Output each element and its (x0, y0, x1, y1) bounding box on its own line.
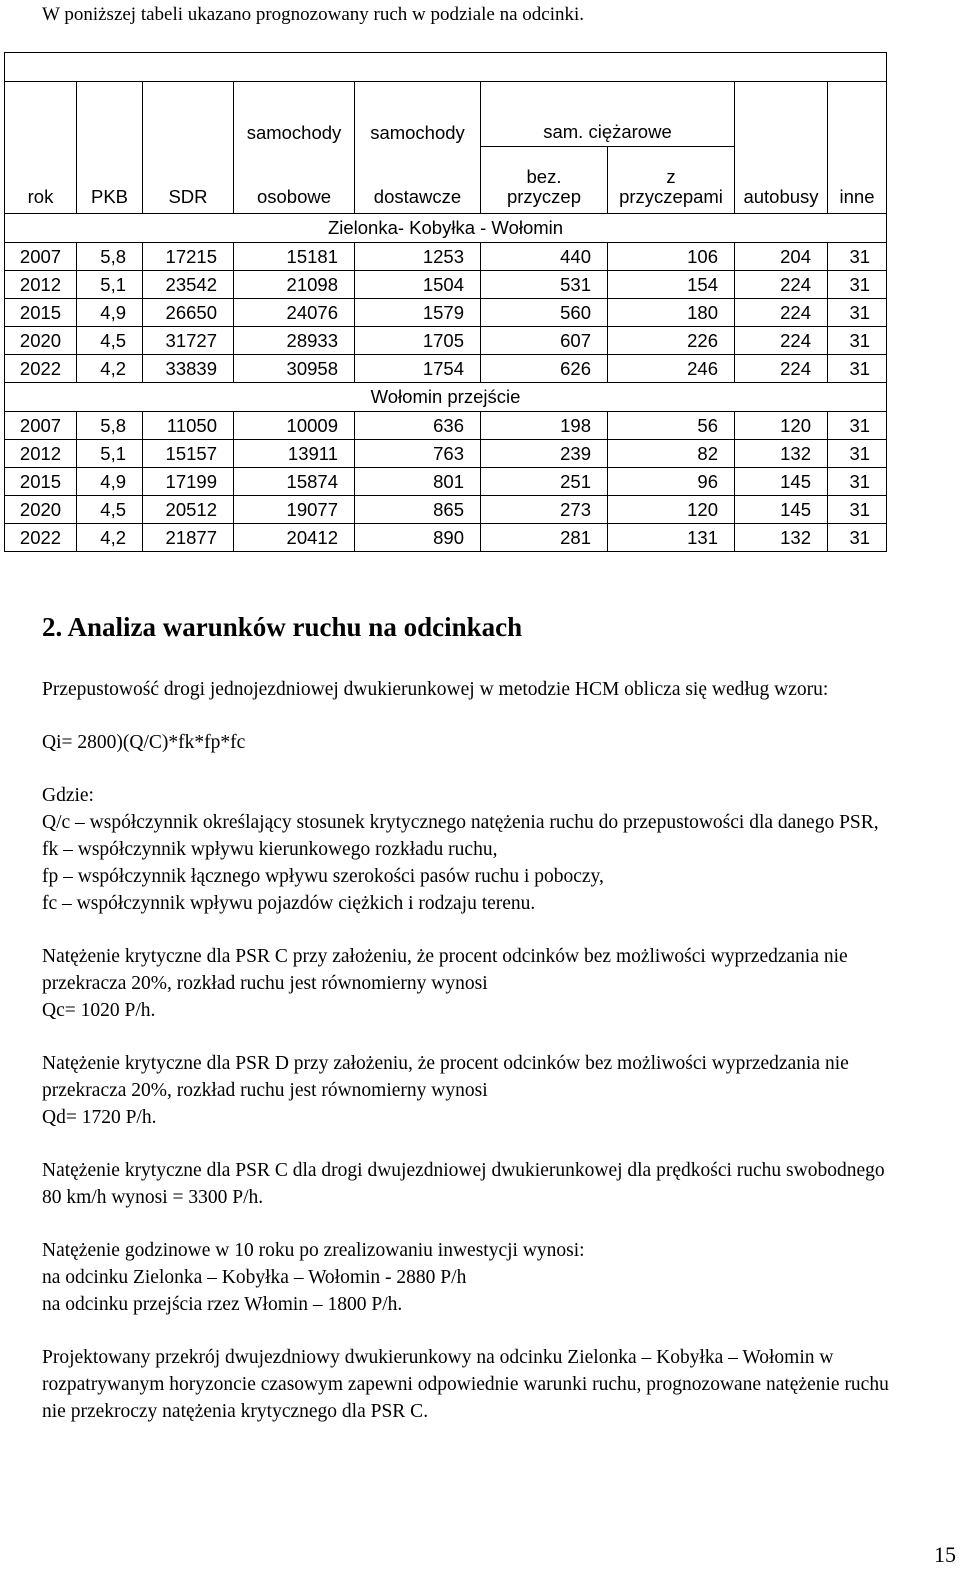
table-cell: 21877 (143, 524, 234, 552)
table-cell: 226 (608, 327, 735, 355)
header-autobusy: autobusy (735, 82, 828, 214)
definition-qc: Q/c – współczynnik określający stosunek krytycznego natężenia ruchu do przepustowości dla danego PSR, (42, 812, 879, 833)
paragraph-hourly-zielonka: na odcinku Zielonka – Kobyłka – Wołomin - 2880 P/h (42, 1267, 467, 1288)
section-2-rows (5, 412, 887, 552)
table-cell: 2020 (5, 327, 77, 355)
table-cell: 31 (828, 496, 887, 524)
table-cell: 15181 (234, 243, 355, 271)
table-cell: 19077 (234, 496, 355, 524)
table-row (5, 271, 887, 299)
table-cell: 33839 (143, 355, 234, 383)
header-z-przyczepami (608, 147, 735, 214)
table-cell: 5,1 (77, 271, 143, 299)
traffic-forecast-table (4, 52, 887, 552)
table-cell: 224 (735, 327, 828, 355)
table-cell: 865 (355, 496, 481, 524)
table-cell: 31 (828, 271, 887, 299)
table-cell: 5,1 (77, 440, 143, 468)
table-row (5, 327, 887, 355)
formula: Qi= 2800)(Q/C)*fk*fp*fc (42, 732, 246, 753)
table-cell: 204 (735, 243, 828, 271)
table-row (5, 496, 887, 524)
table-cell: 1253 (355, 243, 481, 271)
table-cell: 96 (608, 468, 735, 496)
table-cell: 106 (608, 243, 735, 271)
table-cell: 239 (481, 440, 608, 468)
header-pkb: PKB (77, 82, 143, 214)
table-cell: 5,8 (77, 243, 143, 271)
header-inne: inne (828, 82, 887, 214)
table-cell: 31 (828, 355, 887, 383)
value-qc: Qc= 1020 P/h. (42, 1000, 156, 1021)
paragraph-dual-carriageway: Natężenie krytyczne dla PSR C dla drogi dwujezdniowej dwukierunkowej dla prędkości ruchu swobodnego 80 km/h wynosi = 3300 P/h. (42, 1160, 885, 1208)
table-cell: 20512 (143, 496, 234, 524)
section-title-wolomin: Wołomin przejście (5, 383, 887, 412)
definition-fk: fk – współczynnik wpływu kierunkowego rozkładu ruchu, (42, 839, 498, 860)
page-number: 15 (934, 1542, 956, 1567)
table-cell: 2015 (5, 299, 77, 327)
section-title-zielonka: Zielonka- Kobyłka - Wołomin (5, 214, 887, 243)
table-cell: 31727 (143, 327, 234, 355)
table-cell: 1579 (355, 299, 481, 327)
table-cell: 11050 (143, 412, 234, 440)
header-z-line2: przyczepami (619, 186, 723, 207)
section-row-2 (5, 383, 887, 412)
table-cell: 23542 (143, 271, 234, 299)
table-row (5, 355, 887, 383)
table-blank-row (5, 53, 887, 82)
table-cell: 31 (828, 327, 887, 355)
header-samochody-1: samochody (234, 82, 355, 147)
table-cell: 2012 (5, 271, 77, 299)
header-dostawcze: dostawcze (355, 147, 481, 214)
table-cell: 31 (828, 440, 887, 468)
header-bez-line1: bez. (526, 166, 562, 187)
table-cell: 132 (735, 524, 828, 552)
body-text (42, 676, 902, 1425)
table-cell: 56 (608, 412, 735, 440)
table-cell: 145 (735, 496, 828, 524)
value-qd: Qd= 1720 P/h. (42, 1107, 157, 1128)
table-cell: 82 (608, 440, 735, 468)
table-cell: 31 (828, 524, 887, 552)
table-cell: 31 (828, 243, 887, 271)
section-1-rows (5, 243, 887, 383)
table-cell: 21098 (234, 271, 355, 299)
table-cell: 120 (608, 496, 735, 524)
header-rok: rok (5, 82, 77, 214)
table-cell: 198 (481, 412, 608, 440)
paragraph-psr-d: Natężenie krytyczne dla PSR D przy założeniu, że procent odcinków bez możliwości wyprzedzania nie przekracza 20%, rozkład ruchu jest równomierny wynosi (42, 1053, 849, 1101)
table-cell: 2012 (5, 440, 77, 468)
section-heading: 2. Analiza warunków ruchu na odcinkach (42, 612, 523, 642)
table-cell: 131 (608, 524, 735, 552)
header-bez-line2: przyczep (506, 186, 582, 207)
table-cell: 281 (481, 524, 608, 552)
table-cell: 273 (481, 496, 608, 524)
table-cell: 626 (481, 355, 608, 383)
header-sdr: SDR (143, 82, 234, 214)
table-cell: 224 (735, 299, 828, 327)
table-cell: 4,9 (77, 468, 143, 496)
table-cell: 180 (608, 299, 735, 327)
table-cell: 26650 (143, 299, 234, 327)
table-cell: 20412 (234, 524, 355, 552)
table-cell: 28933 (234, 327, 355, 355)
table-row (5, 299, 887, 327)
table-cell: 4,5 (77, 496, 143, 524)
table-cell: 440 (481, 243, 608, 271)
table-cell: 531 (481, 271, 608, 299)
header-osobowe: osobowe (234, 147, 355, 214)
table-cell: 2007 (5, 412, 77, 440)
table-cell: 1705 (355, 327, 481, 355)
table-cell: 224 (735, 271, 828, 299)
table-cell: 145 (735, 468, 828, 496)
table-cell: 1504 (355, 271, 481, 299)
table-cell: 560 (481, 299, 608, 327)
table-row (5, 440, 887, 468)
paragraph-hcm: Przepustowość drogi jednojezdniowej dwukierunkowej w metodzie HCM oblicza się według wzoru: (42, 679, 829, 700)
table-cell: 636 (355, 412, 481, 440)
table-cell: 2022 (5, 524, 77, 552)
paragraph-conclusion: Projektowany przekrój dwujezdniowy dwukierunkowy na odcinku Zielonka – Kobyłka – Wołomin w rozpatrywanym horyzoncie czasowym zapewni odpowiednie warunki ruchu, prognozowane natężenie ruchu nie przekroczy natężenia krytycznego dla PSR C. (42, 1347, 889, 1422)
table-cell: 4,5 (77, 327, 143, 355)
header-ciezarowe: sam. ciężarowe (481, 82, 735, 147)
table-cell: 4,9 (77, 299, 143, 327)
section-row-1 (5, 214, 887, 243)
table-cell: 801 (355, 468, 481, 496)
table-cell: 2020 (5, 496, 77, 524)
table-cell: 1754 (355, 355, 481, 383)
table-cell: 31 (828, 468, 887, 496)
table-cell: 120 (735, 412, 828, 440)
table-cell: 154 (608, 271, 735, 299)
table-cell: 15874 (234, 468, 355, 496)
table-cell: 17215 (143, 243, 234, 271)
paragraph-psr-c: Natężenie krytyczne dla PSR C przy założeniu, że procent odcinków bez możliwości wyprzedzania nie przekracza 20%, rozkład ruchu jest równomierny wynosi (42, 946, 848, 994)
table-cell: 31 (828, 299, 887, 327)
definition-fp: fp – współczynnik łącznego wpływu szerokości pasów ruchu i poboczy, (42, 866, 604, 887)
header-bez-przyczep (481, 147, 608, 214)
table-header-row-1 (5, 82, 887, 147)
table-cell: 2015 (5, 468, 77, 496)
table-cell: 5,8 (77, 412, 143, 440)
table-row (5, 468, 887, 496)
table-cell: 24076 (234, 299, 355, 327)
table-cell: 251 (481, 468, 608, 496)
table-cell: 2007 (5, 243, 77, 271)
intro-text: W poniższej tabeli ukazano prognozowany ruch w podziale na odcinki. (42, 4, 585, 25)
table-cell: 10009 (234, 412, 355, 440)
table-cell: 15157 (143, 440, 234, 468)
table-cell: 2022 (5, 355, 77, 383)
paragraph-hourly-przejscie: na odcinku przejścia rzez Włomin – 1800 P/h. (42, 1294, 403, 1315)
paragraph-hourly-intro: Natężenie godzinowe w 10 roku po zrealizowaniu inwestycji wynosi: (42, 1240, 585, 1261)
table-cell: 31 (828, 412, 887, 440)
traffic-table-container (4, 52, 886, 552)
table-cell: 763 (355, 440, 481, 468)
table-row (5, 412, 887, 440)
table-cell: 4,2 (77, 355, 143, 383)
table-cell: 4,2 (77, 524, 143, 552)
table-cell: 132 (735, 440, 828, 468)
table-cell: 30958 (234, 355, 355, 383)
table-cell: 890 (355, 524, 481, 552)
header-samochody-2: samochody (355, 82, 481, 147)
table-row (5, 243, 887, 271)
blank-cell (5, 53, 887, 82)
table-cell: 13911 (234, 440, 355, 468)
table-cell: 607 (481, 327, 608, 355)
table-row (5, 524, 887, 552)
table-cell: 17199 (143, 468, 234, 496)
definition-fc: fc – współczynnik wpływu pojazdów ciężkich i rodzaju terenu. (42, 893, 536, 914)
table-cell: 246 (608, 355, 735, 383)
gdzie-label: Gdzie: (42, 785, 94, 806)
header-z-line1: z (666, 166, 676, 187)
table-cell: 224 (735, 355, 828, 383)
